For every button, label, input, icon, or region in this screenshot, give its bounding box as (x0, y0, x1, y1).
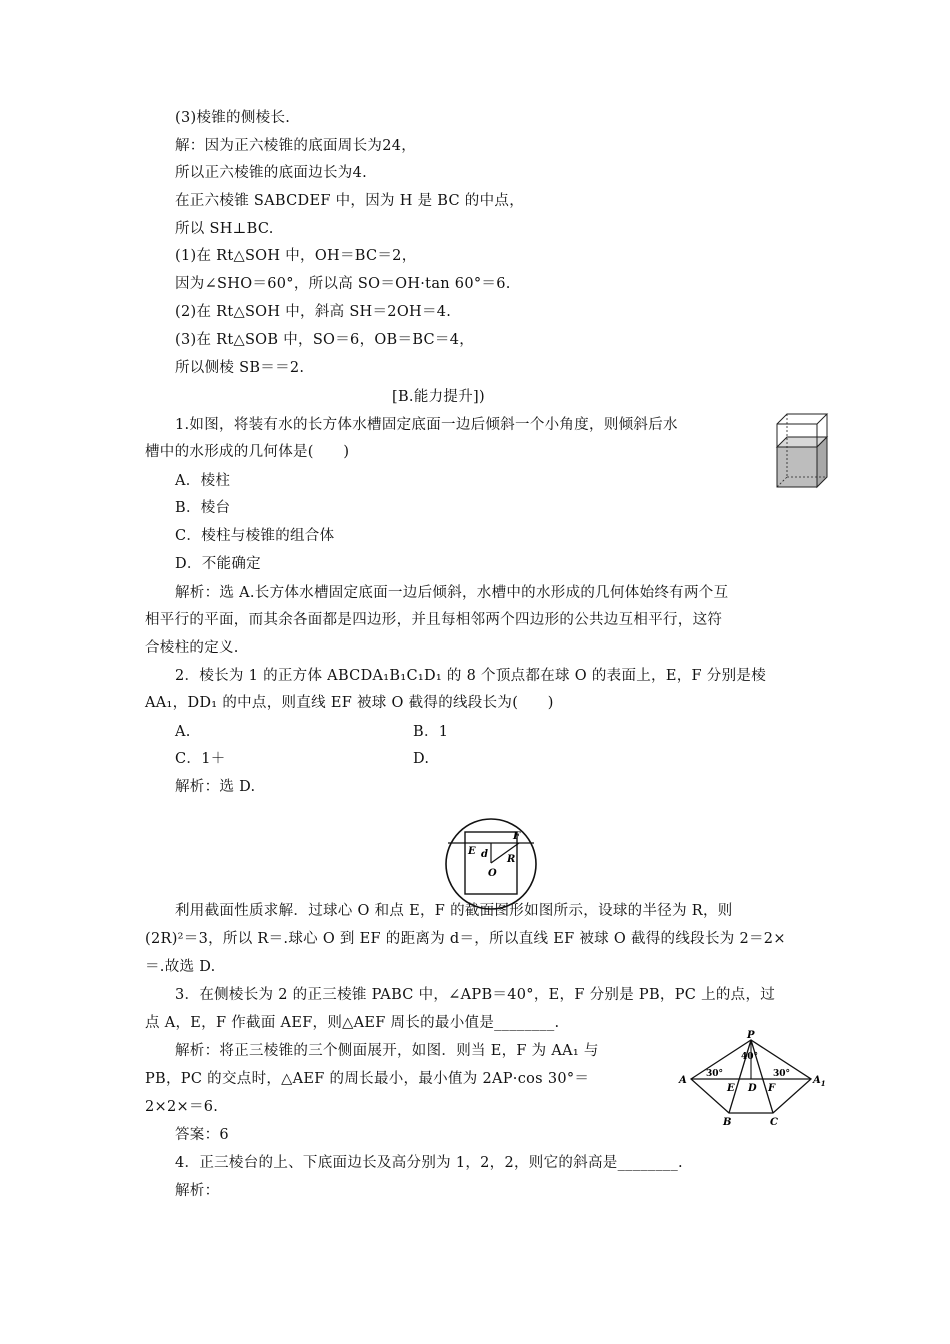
text-line-l32: 点 A，E，F 作截面 AEF，则△AEF 周长的最小值是________. (145, 1015, 560, 1031)
text-line-l1: (3)棱锥的侧棱长. (175, 110, 291, 126)
text-line-l34: PB，PC 的交点时，△AEF 的周长最小，最小值为 2AP·cos 30°＝ (145, 1071, 590, 1087)
text-line-l29: (2R)²＝3，所以 R＝.球心 O 到 EF 的距离为 d＝，所以直线 EF 被球 O 截得的线段长为 2＝2× (145, 931, 786, 947)
text-line-l24: B．1 (413, 724, 449, 740)
water-tank-figure (774, 412, 830, 496)
text-line-l19: 相平行的平面，而其余各面都是四边形，并且每相邻两个四边形的公共边互相平行，这符 (145, 612, 723, 628)
label-R: R (507, 854, 516, 865)
text-line-l31: 3．在侧棱长为 2 的正三棱锥 PABC 中，∠APB＝40°，E，F 分别是 PB，PC 上的点，过 (175, 987, 776, 1003)
text-line-l13: 槽中的水形成的几何体是( ) (145, 444, 350, 460)
text-line-l2: 解：因为正六棱锥的底面周长为24， (175, 138, 417, 154)
text-line-l5: 所以 SH⊥BC. (175, 221, 274, 237)
text-line-l21: 2．棱长为 1 的正方体 ABCDA₁B₁C₁D₁ 的 8 个顶点都在球 O 的表面上，E，F 分别是棱 (175, 668, 767, 684)
text-line-l15: B．棱台 (175, 500, 231, 516)
label-E: E (468, 846, 476, 857)
text-line-l22: AA₁，DD₁ 的中点，则直线 EF 被球 O 截得的线段长为( ) (145, 695, 554, 711)
text-line-l30: ＝.故选 D. (145, 959, 216, 975)
sphere-section-figure (441, 818, 543, 914)
label-A: A (679, 1075, 687, 1086)
text-line-l20: 合棱柱的定义. (145, 640, 239, 656)
text-line-l8: (2)在 Rt△SOH 中，斜高 SH＝2OH＝4. (175, 304, 452, 320)
label-E2: E (727, 1083, 735, 1094)
label-30deg-left: 30° (706, 1069, 724, 1079)
text-line-l26: D. (413, 751, 430, 767)
text-line-l7: 因为∠SHO＝60°，所以高 SO＝OH·tan 60°＝6. (175, 276, 511, 292)
label-D: D (748, 1083, 757, 1094)
text-line-l37: 4．正三棱台的上、下底面边长及高分别为 1，2，2，则它的斜高是________. (175, 1155, 683, 1171)
text-line-l17: D．不能确定 (175, 556, 261, 572)
text-line-l11: [B.能力提升]) (392, 389, 485, 405)
label-B: B (723, 1117, 732, 1128)
text-line-l4: 在正六棱锥 SABCDEF 中，因为 H 是 BC 的中点， (175, 193, 525, 209)
text-line-l9: (3)在 Rt△SOB 中，SO＝6，OB＝BC＝4， (175, 332, 475, 348)
text-line-l27: 解析：选 D. (175, 779, 256, 795)
label-A1: $A_1$ (813, 1075, 826, 1088)
text-line-l38: 解析： (175, 1183, 220, 1199)
text-line-l28: 利用截面性质求解．过球心 O 和点 E，F 的截面图形如图所示，设球的半径为 R，则 (175, 903, 733, 919)
label-F: F (513, 831, 521, 842)
label-d: d (481, 849, 488, 860)
text-line-l3: 所以正六棱锥的底面边长为4. (175, 165, 368, 181)
text-line-l6: (1)在 Rt△SOH 中，OH＝BC＝2， (175, 248, 417, 264)
label-P: P (747, 1030, 755, 1041)
label-30deg-right: 30° (773, 1069, 791, 1079)
label-40deg: 40° (741, 1052, 759, 1062)
text-line-l16: C．棱柱与棱锥的组合体 (175, 528, 335, 544)
text-line-l35: 2×2×＝6. (145, 1099, 219, 1115)
text-line-l23: A. (175, 724, 191, 740)
text-line-l25: C．1＋ (175, 751, 226, 767)
text-line-l36: 答案：6 (175, 1127, 229, 1143)
text-line-l18: 解析：选 A.长方体水槽固定底面一边后倾斜，水槽中的水形成的几何体始终有两个互 (175, 585, 729, 601)
label-O: O (488, 868, 497, 879)
text-line-l10: 所以侧棱 SB＝＝2. (175, 360, 305, 376)
text-line-l14: A．棱柱 (175, 473, 231, 489)
label-C: C (770, 1117, 778, 1128)
pyramid-net-figure (676, 1030, 826, 1134)
label-F2: F (768, 1083, 776, 1094)
text-line-l33: 解析：将正三棱锥的三个侧面展开，如图．则当 E，F 为 AA₁ 与 (175, 1043, 599, 1059)
text-line-l12: 1.如图，将装有水的长方体水槽固定底面一边后倾斜一个小角度，则倾斜后水 (175, 417, 678, 433)
